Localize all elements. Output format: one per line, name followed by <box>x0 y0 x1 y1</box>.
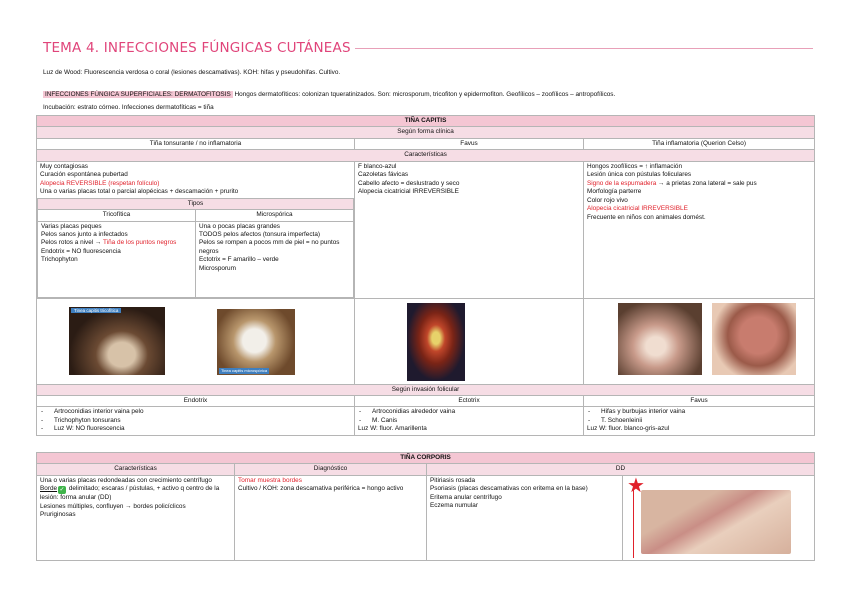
microsporica-line: Una o pocas placas grandes <box>199 222 281 230</box>
favus-luz: Luz W: fluor. blanco-gris-azul <box>587 425 670 433</box>
title-rule <box>355 48 813 49</box>
corporis-caract-line: Lesiones múltiples, confluyen → bordes policíclicos <box>40 502 186 510</box>
diag-red: Tomar muestra bordes <box>238 476 302 484</box>
favus-line: F blanco-azul <box>358 162 397 170</box>
tricofitica-cell <box>38 221 196 297</box>
tricofitica-line: Trichophyton <box>41 256 78 264</box>
tricofitica-line: Endotrix = NO fluorescencia <box>41 247 121 255</box>
microsporica-line: Ectotrix = F amarillo – verde <box>199 256 279 264</box>
corporis-col-dd: DD <box>427 464 815 475</box>
corporis-photo-wrap <box>623 476 814 560</box>
ectotrix-item: - Artroconidias alrededor vaina <box>358 408 580 416</box>
inflamatoria-cell <box>584 161 815 298</box>
tonsurante-line: Una o varias placas total o parcial alopécicas + descamación + prurito <box>40 188 239 196</box>
clinical-header: Según forma clínica <box>37 127 815 138</box>
favus-photos <box>355 298 584 384</box>
dd-line: Psoriasis (placas descamativas con eritema en la base) <box>430 485 588 493</box>
intro-wood: Luz de Wood: Fluorescencia verdosa o coral (lesiones descamativas). KOH: hifas y pseudohifas. Cultivo. <box>43 69 341 76</box>
espumadera-red: Signo de la espumadera <box>587 179 657 187</box>
favus-item: - T. Schoenleinii <box>587 417 811 425</box>
tonsurante-line: Curación espontánea pubertad <box>40 171 128 179</box>
favus-follicular-cell <box>584 407 815 435</box>
microsporica-header: Microspórica <box>196 210 354 221</box>
querion-photo-1 <box>618 303 702 375</box>
corporis-caract-line: Una o varias placas redondeadas con crecimiento centrífugo <box>40 476 212 484</box>
favus-line: Alopecia cicatricial IRREVERSIBLE <box>358 188 459 196</box>
borde-word: Borde <box>40 485 58 493</box>
tonsurante-line: Muy contagiosas <box>40 162 88 170</box>
check-icon: ✓ <box>59 487 65 494</box>
dermatofitosis-label: INFECCIONES FÚNGICA SUPERFICIALES: DERMATOFITOSIS <box>45 91 231 98</box>
inflamatoria-line: Morfología parterre <box>587 188 642 196</box>
endotrix-cell <box>37 407 355 435</box>
page-title: TEMA 4. INFECCIONES FÚNGICAS CUTÁNEAS <box>43 40 351 56</box>
inflamatoria-red: Alopecia cicatricial IRREVERSIBLE <box>587 205 688 213</box>
tricofitica-photo <box>69 307 165 375</box>
capitis-header: TIÑA CAPITIS <box>37 116 815 127</box>
querion-photo-2 <box>712 303 796 375</box>
tricofitica-header: Tricofítica <box>38 210 196 221</box>
tonsurante-red: Alopecia REVERSIBLE (respetan folículo) <box>40 179 160 187</box>
intro-incubacion: Incubación: estrato córneo. Infecciones dermatofíticas = tiña <box>43 104 214 111</box>
tricofitica-line: Varias placas peques <box>41 222 102 230</box>
microsporica-caption: Tinea capitis microspórica <box>221 368 268 374</box>
col-tonsurante: Tiña tonsurante / no inflamatoria <box>37 138 355 149</box>
tricofitica-line: Pelos sanos junto a infectados <box>41 230 128 238</box>
dd-line: Pitiriasis rosada <box>430 476 476 484</box>
tipos-table <box>37 198 354 298</box>
ectotrix-item: - M. Canis <box>358 417 580 425</box>
capitis-table <box>36 115 815 436</box>
marker-line <box>633 488 634 558</box>
tricofitica-line <box>41 239 192 247</box>
endotrix-header: Endotrix <box>37 395 355 406</box>
querion-photos <box>584 298 815 384</box>
corporis-diag-cell <box>235 475 427 560</box>
col-inflamatoria: Tiña inflamatoria (Querion Celso) <box>584 138 815 149</box>
inflamatoria-line: Frecuente en niños con animales domést. <box>587 213 706 221</box>
borde-text: delimitado; escaras / pústulas, + activo q centro de la lesión: forma anular (DD) <box>40 485 220 502</box>
corporis-caract-line <box>40 485 231 502</box>
ectotrix-cell <box>355 407 584 435</box>
corporis-col-diag: Diagnóstico <box>235 464 427 475</box>
endotrix-item: - Artroconidias interior vaina pelo <box>40 408 351 416</box>
corporis-header: TIÑA CORPORIS <box>37 453 815 464</box>
tipos-header: Tipos <box>38 198 354 209</box>
endotrix-item: - Luz W: NO fluorescencia <box>40 425 351 433</box>
diag-text: Cultivo / KOH: zona descamativa periférica = hongo activo <box>238 485 404 493</box>
caract-header: Características <box>37 150 815 161</box>
favus-photo <box>407 303 465 381</box>
microsporica-line: TODOS pelos afectos (tonsura imperfecta) <box>199 230 320 238</box>
favus-item: - Hifas y burbujas interior vaina <box>587 408 811 416</box>
microsporica-line: Pelos se rompen a pocos mm de piel = no puntos negros <box>199 239 340 255</box>
dd-line: Eczema numular <box>430 502 478 510</box>
follicular-header: Según invasión folicular <box>37 384 815 395</box>
microsporica-cell <box>196 221 354 297</box>
inflamatoria-line <box>587 180 811 188</box>
inflamatoria-line: Lesión única con pústulas foliculares <box>587 171 692 179</box>
dermatofitosis-text: Hongos dermatofíticos: colonizan tqueratinizados. Son: microsporum, tricofiton y epidermofiton. Geofílicos – zoofílicos – antropofílicos. <box>234 91 616 98</box>
tonsurante-cell <box>37 161 355 298</box>
corporis-table <box>36 452 815 561</box>
title-row <box>43 40 813 58</box>
inflamatoria-line: Hongos zoofílicos = ↑ inflamación <box>587 162 683 170</box>
favus-line: Cabello afecto = deslustrado y seco <box>358 179 460 187</box>
favus-cell <box>355 161 584 298</box>
dd-line: Eritema anular centrífugo <box>430 493 502 501</box>
ectotrix-luz: Luz W: fluor. Amarillenta <box>358 425 427 433</box>
corporis-caract-line: Pruriginosas <box>40 511 76 519</box>
tonsurante-photos <box>37 298 355 384</box>
corporis-dd-cell <box>427 475 623 560</box>
microsporica-photo <box>217 309 295 375</box>
tricofitica-text: Pelos rotos a nivel → <box>41 239 104 247</box>
favus-follicular-header: Favus <box>584 395 815 406</box>
tricofitica-caption: Tinea capitis tricofítica <box>71 308 121 314</box>
puntos-negros-red: Tiña de los puntos negros <box>103 239 177 247</box>
endotrix-item: - Trichophyton tonsurans <box>40 417 351 425</box>
col-favus: Favus <box>355 138 584 149</box>
ectotrix-header: Ectotrix <box>355 395 584 406</box>
corporis-caract-cell <box>37 475 235 560</box>
corporis-photo-cell <box>623 475 815 560</box>
inflamatoria-line: Color rojo vivo <box>587 196 628 204</box>
corporis-col-caract: Características <box>37 464 235 475</box>
espumadera-text: → a prietas zona lateral = sale pus <box>656 179 757 187</box>
intro-dermatofitosis <box>43 91 813 99</box>
microsporica-line: Microsporum <box>199 264 236 272</box>
corporis-photo <box>641 490 791 554</box>
star-icon: ★ <box>627 474 645 497</box>
favus-line: Cazoletas fávicas <box>358 171 409 179</box>
